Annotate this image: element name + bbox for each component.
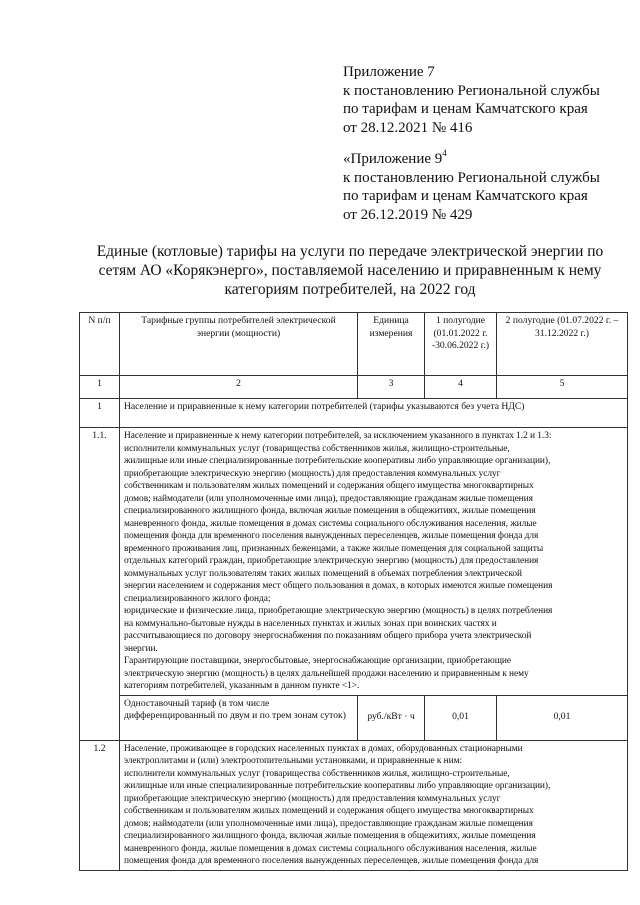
tariff-unit: руб./кВт · ч [358, 695, 425, 740]
column-numbers-row [80, 376, 628, 399]
tariff-row [80, 695, 628, 740]
appendix-current-title: Приложение 7 [343, 64, 435, 80]
row-num: 1.2 [80, 740, 120, 870]
appendix-previous-title: «Приложение $9^4$ [343, 148, 447, 167]
column-number: 2 [120, 376, 358, 399]
column-number: 4 [425, 376, 497, 399]
appendix-current-date: от 28.12.2021 № 416 [343, 119, 473, 136]
appendix-previous [343, 150, 600, 224]
row-num: 1.1. [80, 428, 120, 741]
table-row-1-2 [80, 740, 628, 870]
title-line: Единые (котловые) тарифы на услуги по передаче электрической энергии по [96, 243, 604, 260]
header-half2: 2 полугодие (01.07.2022 г. – 31.12.2022 г.) [497, 313, 628, 376]
appendix-previous-line: к постановлению Региональной службы [343, 169, 600, 186]
section-num: 1 [80, 399, 120, 428]
column-number: 1 [80, 376, 120, 399]
tariff-label: Одноставочный тариф (в том числе дифференцированный по двум и по трем зонам суток) [120, 695, 358, 740]
tariff-value-half1: 0,01 [425, 695, 497, 740]
column-number: 3 [358, 376, 425, 399]
appendix-previous-date: от 26.12.2019 № 429 [343, 206, 473, 223]
appendix-current [343, 63, 600, 137]
document-title [70, 242, 630, 299]
title-line: категориям потребителей, на 2022 год [224, 281, 476, 298]
tariff-value-half2: 0,01 [497, 695, 628, 740]
header-group: Тарифные группы потребителей электрической энергии (мощности) [120, 313, 358, 376]
tariff-table [79, 312, 628, 871]
section-text: Население и приравненные к нему категории потребителей (тарифы указываются без учета НДС) [120, 399, 628, 428]
section-row [80, 399, 628, 428]
appendix-superscript: 4 [442, 148, 447, 158]
row-description: Население, проживающее в городских населенных пунктах в домах, оборудованных стационарными электроплитами и (или) электроотопительными установками, и приравненные к ним: исполнители коммунальных услуг (товарищества собственников жилья, жилищно-строительные, жилищные или иные специализированные потребительские кооперативы либо управляющие организации), приобретающие электрическую энергию (мощность) для предоставления коммунальных услуг собственникам и пользователям жилых помещений и содержания общего имущества многоквартирных домов; наймодатели (или уполномоченные ими лица), предоставляющие гражданам жилые помещения специализированного жилищного фонда, включая жилые помещения в общежитиях, жилые помещения маневренного фонда, жилые помещения в домах системы социального обслуживания населения, жилые помещения фонда для временного поселения вынужденных переселенцев, жилые помещения фонда для [120, 740, 628, 870]
appendix-current-line: к постановлению Региональной службы [343, 82, 600, 99]
header-half1: 1 полугодие (01.01.2022 г. -30.06.2022 г.) [425, 313, 497, 376]
appendix-current-line: по тарифам и ценам Камчатского края [343, 101, 588, 117]
appendix-previous-line: по тарифам и ценам Камчатского края [343, 188, 588, 204]
header-num: N п/п [80, 313, 120, 376]
column-number: 5 [497, 376, 628, 399]
table-header-row [80, 313, 628, 376]
title-line: сетям АО «Корякэнерго», поставляемой населению и приравненным к нему [98, 262, 602, 279]
table-row-1-1 [80, 428, 628, 696]
row-description: Население и приравненные к нему категории потребителей, за исключением указанного в пунктах 1.2 и 1.3: исполнители коммунальных услуг (товарищества собственников жилья, жилищно-строительные, жилищные или иные специализированные потребительские кооперативы либо управляющие организации), приобретающие электрическую энергию (мощность) для предоставления коммунальных услуг собственникам и пользователям жилых помещений и содержания общего имущества многоквартирных домов; наймодатели (или уполномоченные ими лица), предоставляющие гражданам жилые помещения специализированного жилищного фонда, включая жилые помещения в общежитиях, жилые помещения маневренного фонда, жилые помещения в домах системы социального обслуживания населения, жилые помещения фонда для временного поселения вынужденных переселенцев, жилые помещения фонда для временного проживания лиц, признанных беженцами, а также жилые помещения для социальной защиты отдельных категорий граждан, приобретающие электрическую энергию (мощность) для предоставления коммунальных услуг пользователям таких жилых помещений в объемах потребления электрической энергии населением и содержания мест общего пользования в домах, в которых имеются жилые помещения специализированного жилого фонда; юридические и физические лица, приобретающие электрическую энергию (мощность) в целях потребления на коммунально-бытовые нужды в населенных пунктах и жилых зонах при воинских частях и рассчитывающиеся по договору энергоснабжения по показаниям общего прибора учета электрической энергии. Гарантирующие поставщики, энергосбытовые, энергоснабжающие организации, приобретающие электрическую энергию (мощность) в целях дальнейшей продажи населению и приравненным к нему категориям потребителей, указанным в данном пункте <1>. [120, 428, 628, 696]
header-unit: Единица измерения [358, 313, 425, 376]
